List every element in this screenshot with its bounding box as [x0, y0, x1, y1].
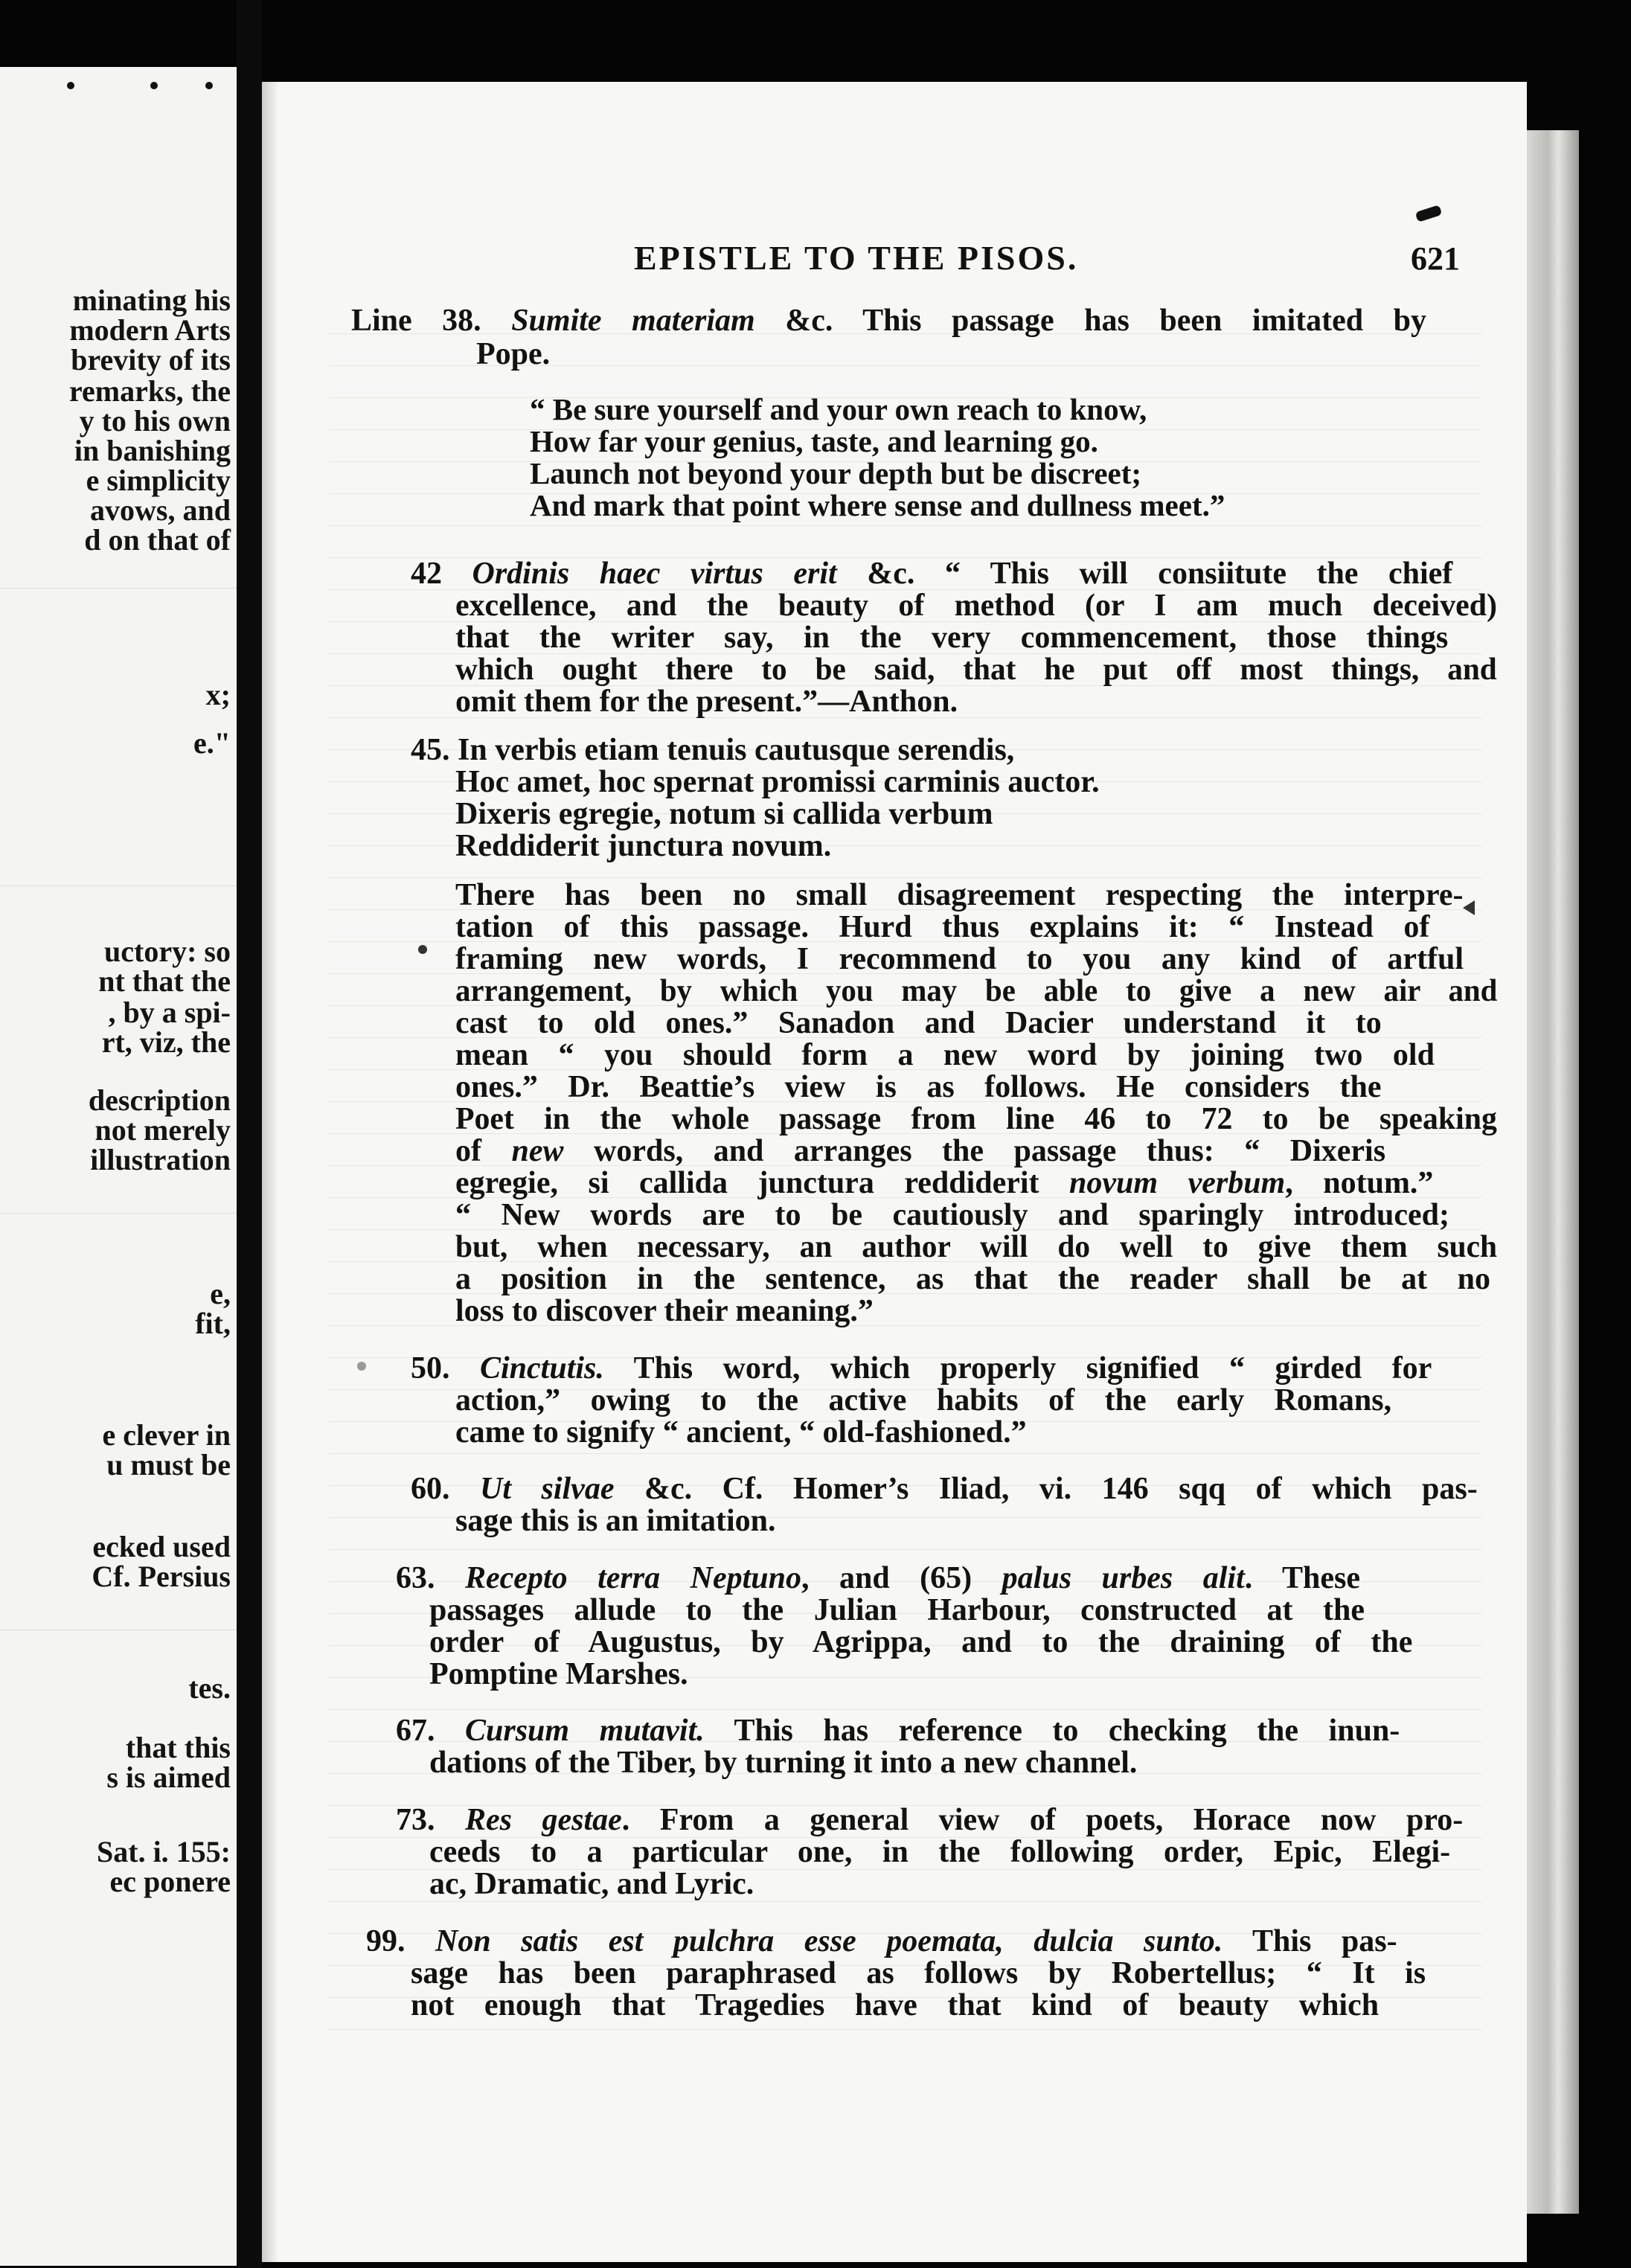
show-through-line — [329, 1901, 1482, 1902]
text-run: “ New words are to be cautiously and sparingly introduced; — [455, 1198, 1450, 1232]
text-run: Poet in the whole passage from line 46 to 72 to be speaking — [455, 1102, 1497, 1136]
show-through-line — [329, 1709, 1482, 1710]
text-run: Dixeris egregie, notum si callida verbum — [455, 797, 993, 831]
text-run: ac, Dramatic, and Lyric. — [429, 1867, 754, 1901]
text-run: order of Augustus, by Agrippa, and to the draining of the — [429, 1625, 1413, 1659]
text-run: tation of this passage. Hurd thus explains it: “ Instead of — [455, 910, 1430, 944]
text-run: framing new words, I recommend to you any kind of artful — [455, 942, 1464, 976]
left-page-line: ecked used — [92, 1530, 231, 1563]
text-line — [455, 766, 1100, 798]
text-line — [455, 1295, 874, 1327]
text-line — [429, 1595, 1365, 1626]
text-line — [429, 1868, 754, 1900]
text-run: of — [455, 1134, 512, 1168]
text-run: 42 — [411, 557, 472, 591]
text-run: a position in the sentence, as that the reader shall be at no — [455, 1262, 1490, 1296]
left-page-rule — [0, 1213, 237, 1214]
text-run: There has been no small disagreement respecting the interpre- — [455, 878, 1464, 912]
text-run: passages allude to the Julian Harbour, constructed at the — [429, 1593, 1365, 1627]
text-run: This has reference to checking the inun- — [704, 1714, 1400, 1748]
text-line — [455, 654, 1497, 685]
text-line — [455, 798, 993, 830]
show-through-line — [329, 2029, 1482, 2030]
text-line — [530, 426, 1098, 457]
italic-latin-run: Cinctutis. — [480, 1351, 604, 1386]
text-run: Hoc amet, hoc spernat promissi carminis auctor. — [455, 765, 1100, 799]
book-gutter — [237, 0, 262, 2268]
left-page-line: Sat. i. 155: — [97, 1835, 231, 1868]
text-line — [455, 1231, 1497, 1263]
left-page-line: remarks, the — [69, 374, 231, 408]
text-line — [411, 558, 1452, 589]
text-line — [411, 1990, 1379, 2021]
text-run: arrangement, by which you may be able to give a new air and — [455, 974, 1498, 1008]
text-run: &c. “ This will consiitute the chief — [836, 557, 1453, 591]
text-run: This word, which properly signified “ girded for — [603, 1351, 1432, 1386]
text-line — [455, 686, 958, 717]
text-run: Pomptine Marshes. — [429, 1657, 688, 1691]
page-shadow — [262, 82, 278, 2262]
left-page-line: in banishing — [74, 434, 231, 467]
left-page-specks — [67, 82, 237, 97]
left-page-line: fit, — [195, 1307, 231, 1340]
text-run: excellence, and the beauty of method (or I am much deceived) — [455, 589, 1497, 623]
left-page-line: brevity of its — [71, 343, 231, 377]
left-page-line: tes. — [188, 1671, 231, 1705]
text-run: ceeds to a particular one, in the following order, Epic, Elegi- — [429, 1835, 1451, 1869]
text-run: 60. — [411, 1472, 480, 1506]
main-page — [262, 82, 1527, 2262]
text-line — [455, 1008, 1382, 1039]
text-run: Reddiderit junctura novum. — [455, 829, 832, 863]
left-page-line: e simplicity — [86, 464, 231, 497]
left-page-line: uctory: so — [104, 935, 231, 968]
text-run: 50. — [411, 1351, 480, 1386]
text-line — [366, 1926, 1397, 1957]
text-run: 45. In verbis etiam tenuis cautusque serendis, — [411, 733, 1015, 767]
left-page-line: nt that the — [98, 964, 231, 998]
text-run: . From a general view of poets, Horace now pro- — [621, 1803, 1464, 1837]
left-page-line: ec ponere — [109, 1865, 231, 1898]
left-page-line: u must be — [106, 1448, 231, 1481]
text-line — [455, 1071, 1381, 1103]
italic-latin-run: Non satis est pulchra esse poemata, dulcia sunto. — [435, 1924, 1223, 1958]
text-line — [429, 1747, 1137, 1778]
margin-speck — [357, 1362, 366, 1371]
show-through-line — [329, 1453, 1482, 1454]
text-line — [455, 830, 831, 862]
text-line — [411, 1958, 1426, 1989]
text-line — [455, 1263, 1490, 1295]
text-run: sage this is an imitation. — [455, 1504, 776, 1538]
italic-latin-run: new — [511, 1134, 564, 1168]
text-line — [476, 339, 550, 370]
italic-latin-run: palus urbes alit — [1002, 1561, 1245, 1595]
text-line — [429, 1659, 688, 1690]
text-line — [455, 1417, 1027, 1448]
text-line — [351, 305, 1426, 336]
show-through-line — [329, 525, 1482, 526]
text-run: but, when necessary, an author will do well to give them such — [455, 1230, 1498, 1264]
text-run: action,” owing to the active habits of the early Romans, — [455, 1383, 1392, 1418]
left-facing-page — [0, 67, 237, 2266]
text-line — [530, 458, 1141, 489]
text-run: egregie, si callida junctura reddiderit — [455, 1166, 1070, 1200]
left-page-line: avows, and — [90, 493, 231, 527]
text-run: not enough that Tragedies have that kind of beauty which — [411, 1988, 1380, 2022]
text-run: 73. — [396, 1803, 465, 1837]
left-page-line: , by a spi- — [108, 996, 231, 1029]
left-page-line: modern Arts — [69, 313, 231, 347]
text-run: 67. — [396, 1714, 465, 1748]
text-run: , and (65) — [801, 1561, 1002, 1595]
text-line — [455, 1199, 1449, 1231]
text-line — [455, 1135, 1385, 1167]
margin-speck — [418, 945, 427, 954]
page-number: 621 — [1411, 240, 1460, 277]
italic-latin-run: Ordinis haec virtus erit — [472, 557, 837, 591]
text-run: , notum.” — [1285, 1166, 1434, 1200]
text-run: which ought there to be said, that he put off most things, and — [455, 653, 1497, 687]
text-run: mean “ you should form a new word by joining two old — [455, 1038, 1435, 1072]
text-line — [396, 1563, 1360, 1594]
text-run: omit them for the present.”—Anthon. — [455, 685, 958, 719]
left-page-line: x; — [205, 678, 231, 711]
text-line — [411, 1473, 1478, 1505]
text-run: cast to old ones.” Sanadon and Dacier understand it to — [455, 1006, 1382, 1040]
text-run: . These — [1244, 1561, 1360, 1595]
italic-latin-run: novum verbum — [1069, 1166, 1286, 1200]
left-page-line: rt, viz, the — [101, 1025, 231, 1059]
margin-mark — [1463, 900, 1475, 915]
text-line — [530, 394, 1147, 425]
left-page-line: e." — [193, 726, 231, 760]
text-run: came to signify “ ancient, “ old-fashioned.” — [455, 1415, 1027, 1449]
text-run: How far your genius, taste, and learning go. — [530, 424, 1098, 458]
text-line — [530, 490, 1225, 521]
text-run: Line 38. — [351, 304, 512, 338]
text-run: dations of the Tiber, by turning it into a new channel. — [429, 1746, 1138, 1780]
text-line — [396, 1715, 1400, 1746]
text-run: Pope. — [476, 337, 551, 371]
italic-latin-run: Cursum mutavit. — [465, 1714, 705, 1748]
text-run: loss to discover their meaning.” — [455, 1294, 874, 1328]
italic-latin-run: Recepto terra Neptuno — [465, 1561, 801, 1595]
left-page-line: illustration — [90, 1143, 231, 1176]
text-run: 63. — [396, 1561, 465, 1595]
left-page-line: d on that of — [84, 523, 231, 557]
left-page-rule — [0, 885, 237, 886]
page-edge — [1527, 130, 1579, 2214]
text-run: that the writer say, in the very commencement, those things — [455, 621, 1449, 655]
left-page-line: minating his — [72, 284, 231, 317]
text-line — [429, 1627, 1412, 1658]
text-run: words, and arranges the passage thus: “ Dixeris — [563, 1134, 1386, 1168]
left-page-line: e, — [210, 1277, 231, 1310]
text-run: &c. This passage has been imitated by — [754, 304, 1427, 338]
left-page-line: Cf. Persius — [92, 1560, 231, 1593]
show-through-line — [329, 1549, 1482, 1550]
ink-mark — [1415, 205, 1443, 222]
left-page-line: that this — [125, 1731, 231, 1764]
text-run: This pas- — [1223, 1924, 1397, 1958]
text-line — [455, 1040, 1435, 1071]
text-line — [455, 1103, 1497, 1135]
italic-latin-run: Res gestae — [465, 1803, 622, 1837]
text-run: Launch not beyond your depth but be discreet; — [530, 456, 1142, 490]
text-line — [455, 1167, 1433, 1199]
left-page-line: s is aimed — [106, 1761, 231, 1794]
text-line — [455, 1505, 776, 1537]
left-page-line: e clever in — [102, 1418, 231, 1452]
text-line — [455, 976, 1497, 1007]
text-run: &c. Cf. Homer’s Iliad, vi. 146 sqq of which pas- — [614, 1472, 1478, 1506]
text-run: 99. — [366, 1924, 435, 1958]
left-page-line: not merely — [94, 1113, 231, 1147]
italic-latin-run: Sumite materiam — [511, 304, 755, 338]
text-run: sage has been paraphrased as follows by Robertellus; “ It is — [411, 1956, 1426, 1990]
running-head: EPISTLE TO THE PISOS. — [634, 239, 1079, 277]
text-line — [455, 944, 1464, 975]
text-line — [411, 1353, 1432, 1384]
text-line — [411, 734, 1014, 766]
text-line — [396, 1804, 1463, 1836]
text-line — [455, 912, 1429, 943]
left-page-line: description — [88, 1083, 231, 1117]
italic-latin-run: Ut silvae — [480, 1472, 615, 1506]
text-run: ones.” Dr. Beattie’s view is as follows. He considers the — [455, 1070, 1382, 1104]
text-line — [455, 1385, 1391, 1416]
text-run: And mark that point where sense and dullness meet.” — [530, 488, 1225, 522]
text-line — [455, 880, 1463, 911]
text-line — [455, 622, 1448, 653]
text-run: “ Be sure yourself and your own reach to know, — [530, 392, 1147, 426]
text-line — [455, 590, 1497, 621]
left-page-rule — [0, 588, 237, 589]
text-line — [429, 1836, 1450, 1868]
left-page-line: y to his own — [79, 404, 231, 438]
